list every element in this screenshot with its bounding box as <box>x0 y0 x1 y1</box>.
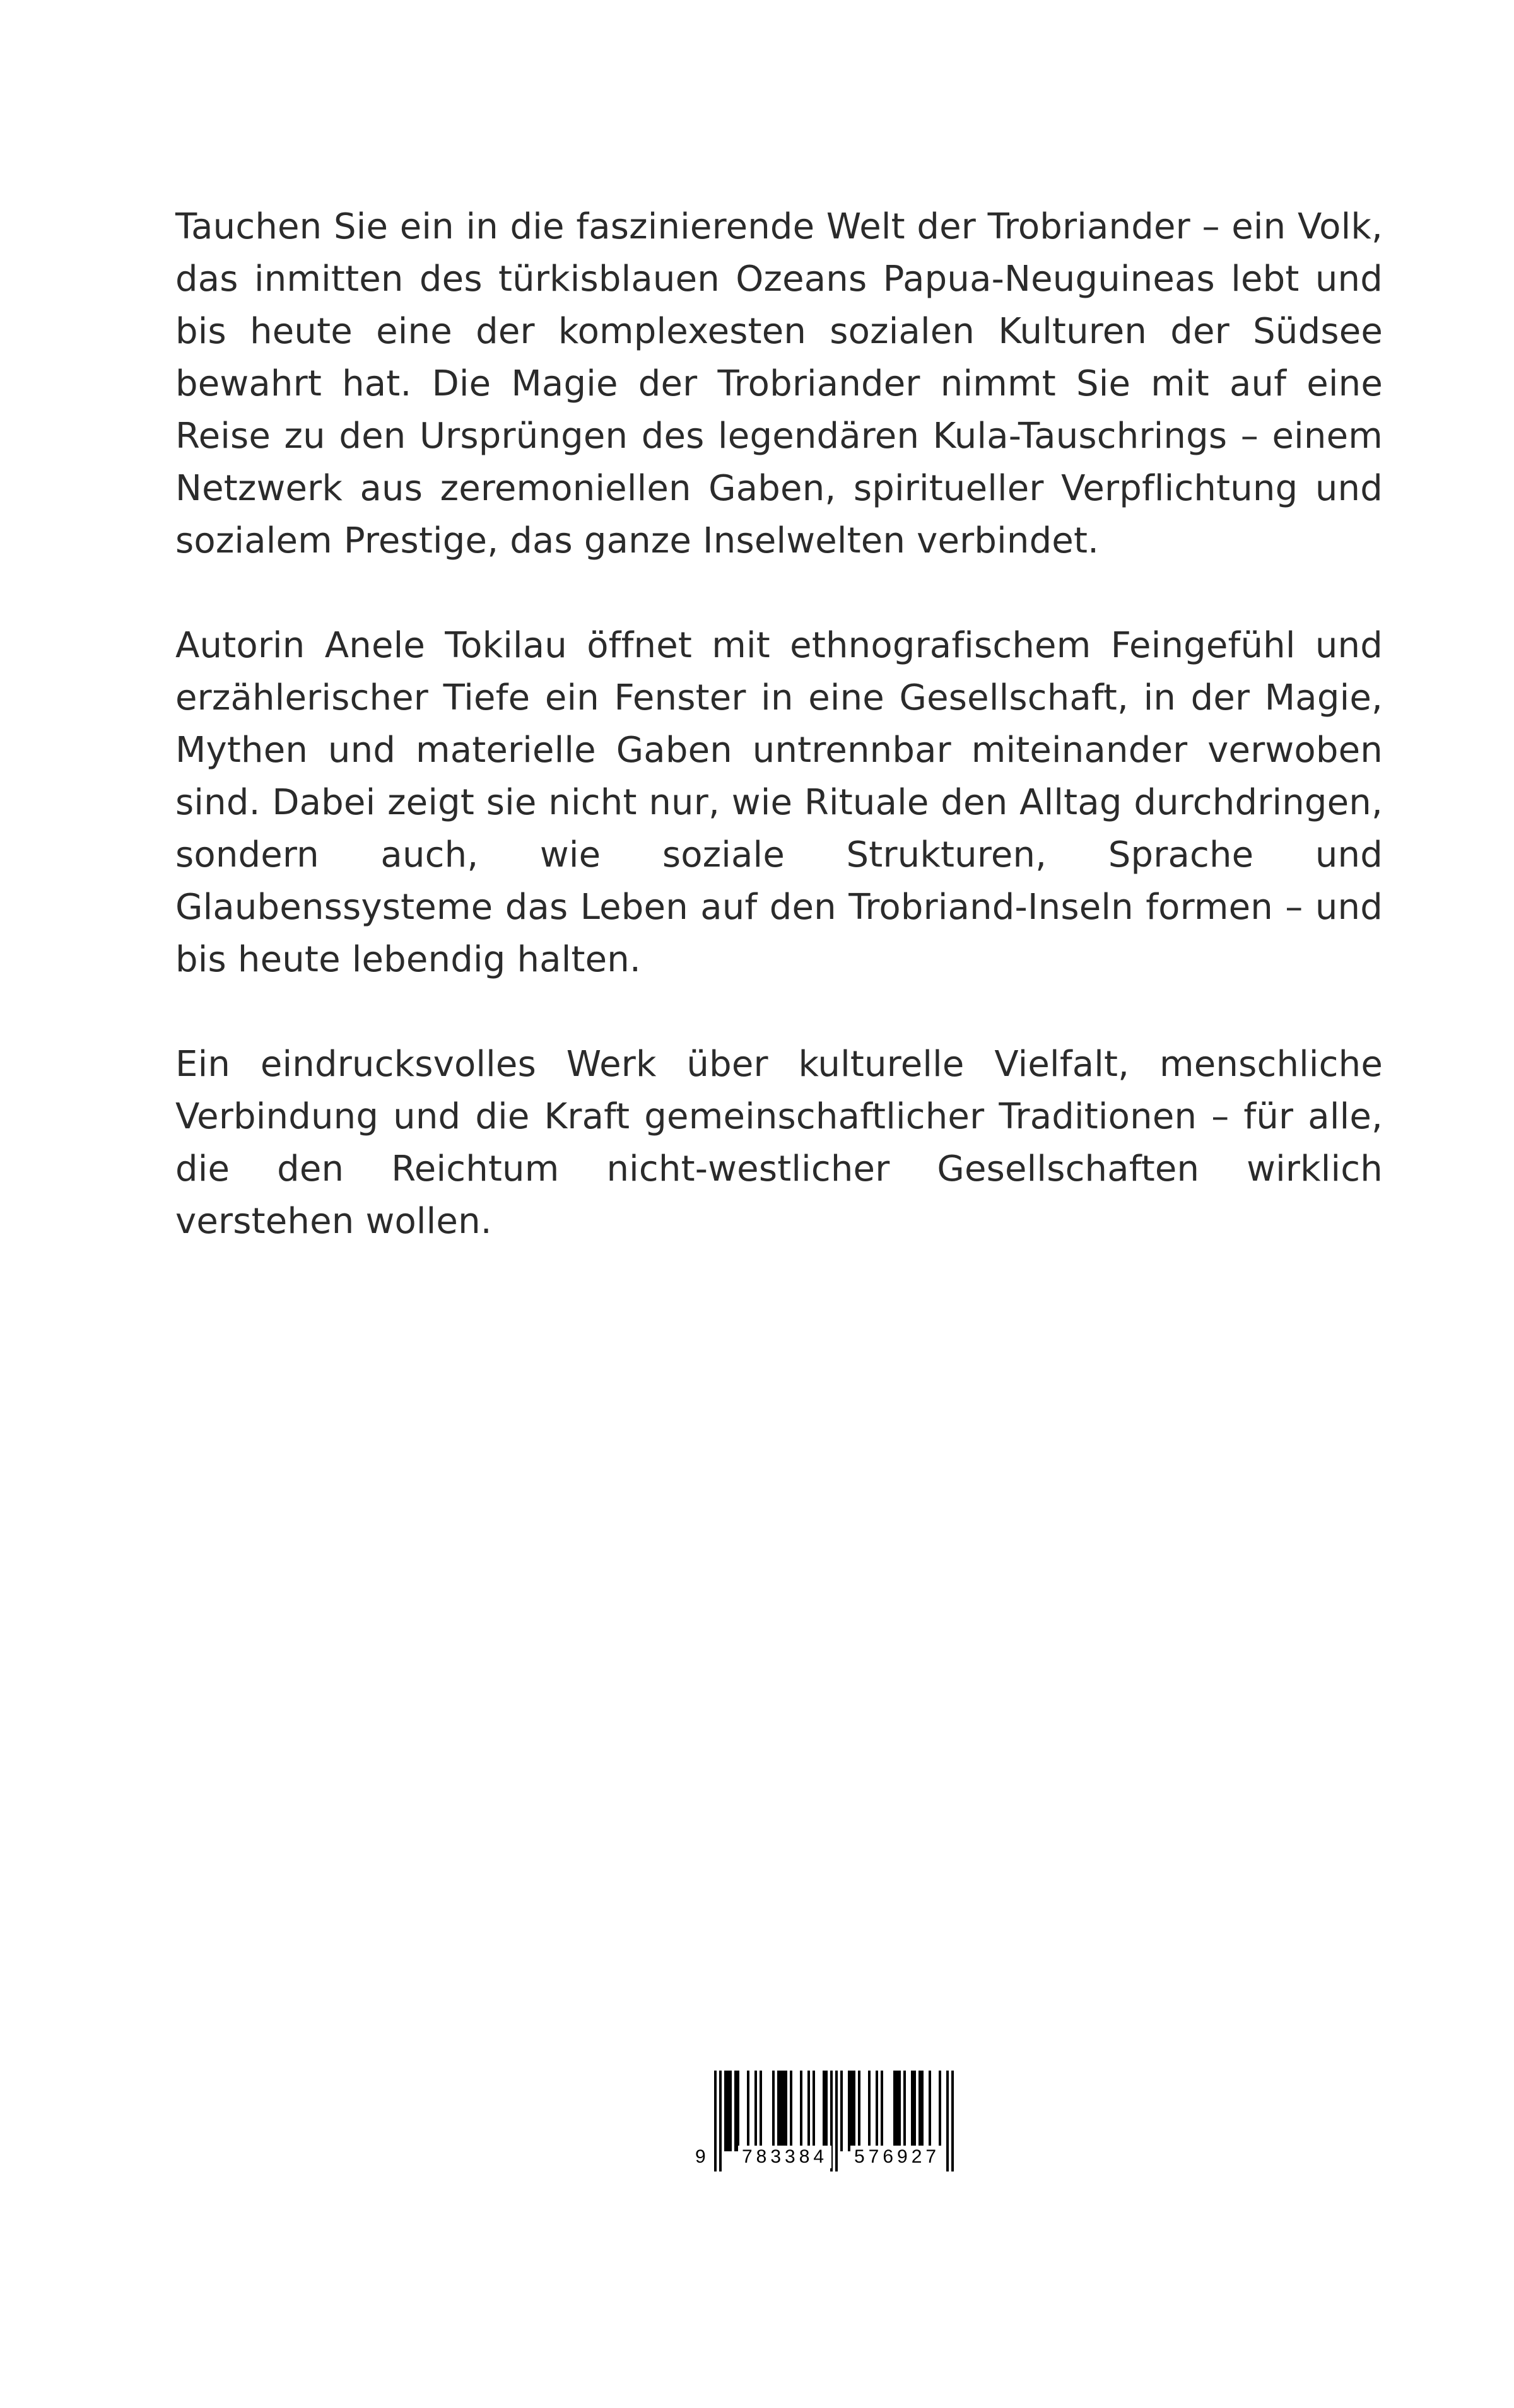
barcode-bar <box>734 2071 737 2151</box>
barcode-bar <box>939 2071 941 2151</box>
barcode-bar <box>800 2071 802 2151</box>
blurb-paragraph-2: Autorin Anele Tokilau öffnet mit ethnografischem Feingefühl und erzählerischer Tiefe ein Fenster in eine Gesellschaft, in der Magie, Mythen und materielle Gaben untrennbar miteinander verwoben sind. Dabei zeigt sie nicht nur, wie Rituale den Alltag durchdringen, sondern auch, wie soziale Strukturen, Sprache und Glaubenssysteme das Leben auf den Trobriand-Inseln formen – und bis heute lebendig halten. <box>175 625 1383 980</box>
barcode-bar <box>918 2071 921 2151</box>
barcode-bar <box>777 2071 780 2151</box>
barcode-bar <box>825 2071 828 2151</box>
isbn-barcode <box>695 2071 966 2178</box>
barcode-bar <box>913 2071 916 2151</box>
barcode-bar <box>896 2071 898 2151</box>
barcode-right-digits: 576927 <box>850 2146 944 2168</box>
barcode-bar <box>782 2071 785 2151</box>
barcode-bar <box>921 2071 924 2151</box>
barcode-bar <box>903 2071 906 2151</box>
barcode-bar <box>881 2071 883 2151</box>
barcode-bar <box>780 2071 782 2151</box>
barcode-bar <box>729 2071 732 2151</box>
barcode-bar <box>760 2071 762 2151</box>
barcode-bar <box>747 2071 749 2151</box>
barcode-bar <box>898 2071 901 2151</box>
blurb-paragraph-3: Ein eindrucksvolles Werk über kulturelle Vielfalt, menschliche Verbindung und die Kraft gemeinschaftlicher Traditionen – für alle, die den Reichtum nicht-westlicher Gesellschaften wirklich verstehen wollen. <box>175 1044 1383 1242</box>
barcode-bar <box>951 2071 954 2171</box>
barcode-bar <box>727 2071 729 2151</box>
back-cover-blurb <box>175 201 1383 1248</box>
barcode-bar <box>790 2071 792 2151</box>
barcode-bar <box>785 2071 787 2151</box>
barcode-bar <box>858 2071 860 2151</box>
blurb-paragraph-1: Tauchen Sie ein in die faszinierende Welt der Trobriander – ein Volk, das inmitten des türkisblauen Ozeans Papua-Neuguineas lebt und bis heute eine der komplexesten sozialen Kulturen der Südsee bewahrt hat. Die Magie der Trobriander nimmt Sie mit auf eine Reise zu den Ursprüngen des legendären Kula-Tauschrings – einem Netzwerk aus zeremoniellen Gaben, spiritueller Verpflichtung und sozialem Prestige, das ganze Inselwelten verbindet. <box>175 206 1383 561</box>
barcode-bar <box>946 2071 949 2171</box>
barcode-bar <box>835 2071 838 2171</box>
barcode-bar <box>724 2071 727 2151</box>
barcode-left-digits: 783384 <box>738 2146 831 2168</box>
barcode-bar <box>754 2071 757 2151</box>
barcode-bar <box>823 2071 825 2151</box>
barcode-bar <box>714 2071 717 2171</box>
barcode-bar <box>840 2071 843 2151</box>
barcode-first-digit: 9 <box>695 2146 708 2168</box>
barcode-bar <box>807 2071 810 2151</box>
barcode-bar <box>848 2071 850 2151</box>
barcode-bar <box>772 2071 775 2151</box>
barcode-bar <box>876 2071 878 2151</box>
barcode-bar <box>893 2071 896 2151</box>
barcode-bar <box>813 2071 815 2151</box>
barcode-bar <box>911 2071 913 2151</box>
barcode-bar <box>719 2071 722 2171</box>
barcode-bar <box>929 2071 931 2151</box>
barcode-bar <box>737 2071 739 2151</box>
barcode-bar <box>853 2071 855 2151</box>
barcode-bar <box>868 2071 871 2151</box>
barcode-bar <box>850 2071 853 2151</box>
